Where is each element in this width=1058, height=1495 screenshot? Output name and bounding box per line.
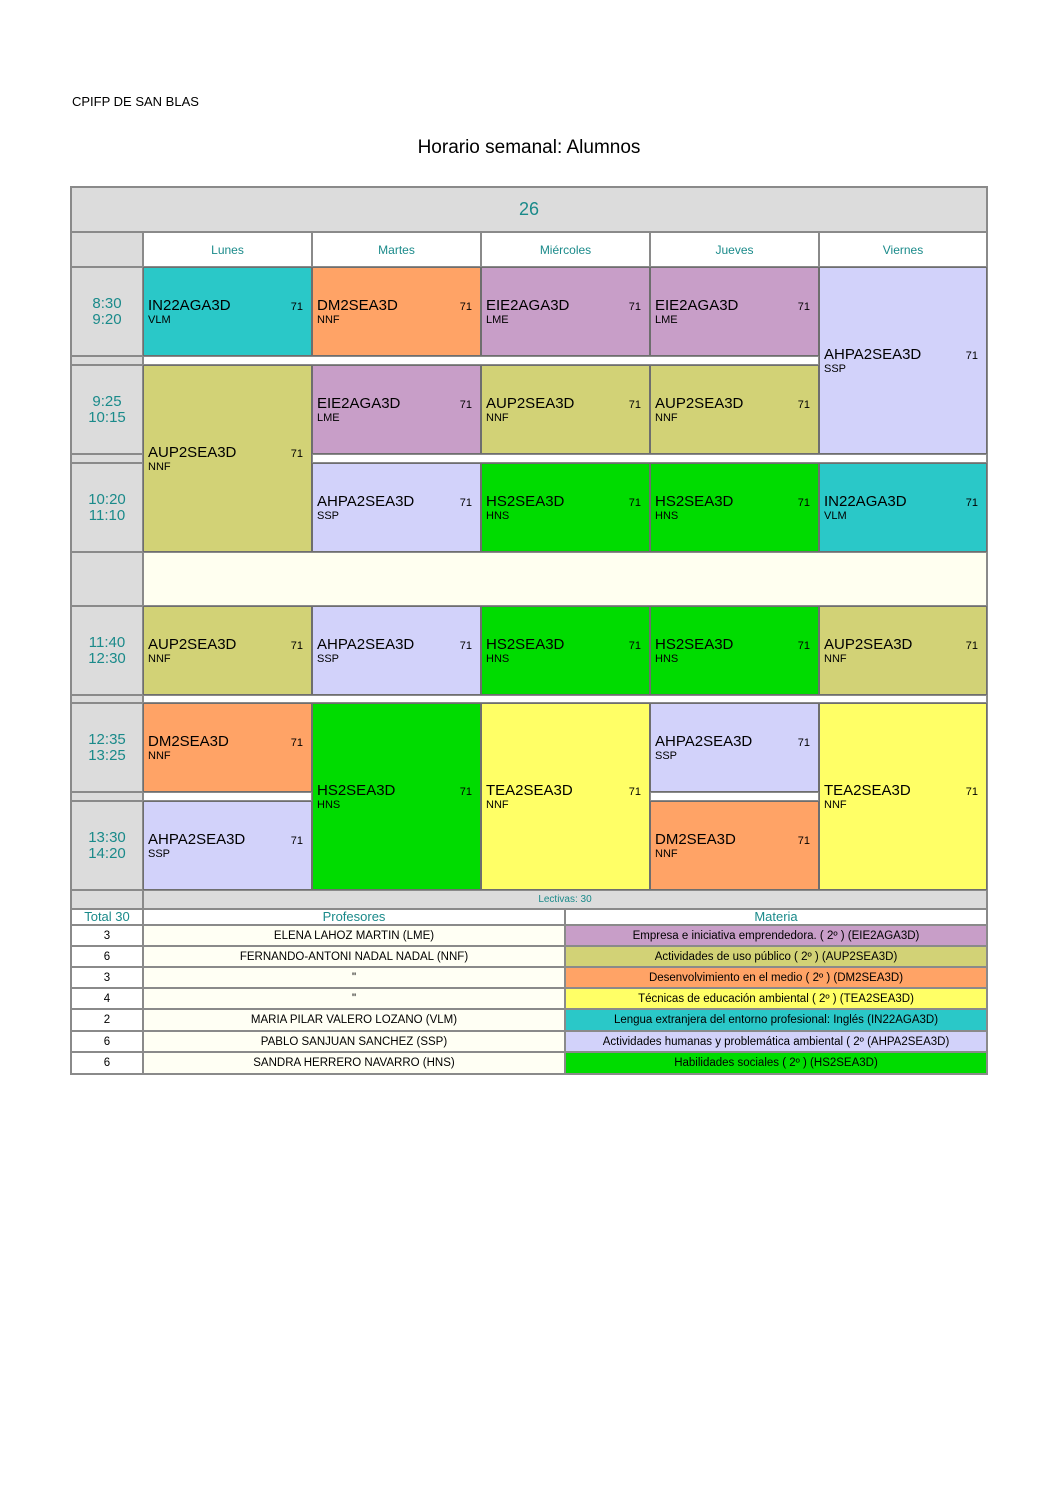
day-header-lunes: Lunes (143, 232, 312, 267)
subject-code: AHPA2SEA3D (148, 830, 246, 848)
room-number: 71 (797, 300, 810, 313)
time-slot (71, 703, 143, 792)
day-header-miercoles: Miércoles (481, 232, 650, 267)
subject-code: IN22AGA3D (824, 492, 907, 510)
class-block[interactable] (143, 606, 312, 695)
class-block[interactable] (312, 703, 481, 890)
class-block[interactable] (650, 703, 819, 792)
room-number: 71 (459, 398, 472, 411)
hours-cell: 6 (71, 1031, 143, 1052)
time-slot (71, 463, 143, 552)
break-separator (143, 356, 819, 365)
hours-cell: 3 (71, 967, 143, 988)
subject-name-cell: Lengua extranjera del entorno profesional: Inglés (IN22AGA3D) (565, 1009, 987, 1031)
room-number: 71 (628, 785, 641, 798)
room-number: 71 (965, 785, 978, 798)
subject-name-cell: Empresa e iniciativa emprendedora. ( 2º ) (EIE2AGA3D) (565, 925, 987, 946)
teacher-initials: LME (317, 411, 340, 424)
subject-code: HS2SEA3D (655, 492, 734, 510)
class-block[interactable] (481, 365, 650, 454)
class-block[interactable] (819, 606, 987, 695)
subject-code: AUP2SEA3D (486, 394, 575, 412)
slot-start: 12:35 (88, 730, 126, 748)
subject-code: HS2SEA3D (317, 781, 396, 799)
subject-name-cell: Actividades de uso público ( 2º ) (AUP2SEA3D) (565, 946, 987, 967)
teacher-initials: NNF (486, 798, 509, 811)
class-block[interactable] (143, 365, 312, 552)
teacher-name-cell: SANDRA HERRERO NAVARRO (HNS) (143, 1052, 565, 1074)
teacher-initials: SSP (317, 652, 340, 665)
subject-code: EIE2AGA3D (317, 394, 401, 412)
break-separator (143, 695, 987, 703)
group-number: 26 (71, 187, 987, 232)
room-number: 71 (797, 736, 810, 749)
class-block[interactable] (819, 463, 987, 552)
corner-cell (71, 232, 143, 267)
teacher-initials: HNS (317, 798, 341, 811)
subject-code: DM2SEA3D (148, 732, 229, 750)
teacher-initials: SSP (317, 509, 340, 522)
teacher-initials: SSP (824, 362, 847, 375)
teacher-initials: LME (655, 313, 678, 326)
slot-start: 9:25 (92, 392, 122, 410)
room-number: 71 (459, 300, 472, 313)
teacher-initials: HNS (655, 509, 679, 522)
teacher-initials: SSP (655, 749, 678, 762)
teacher-name-cell: " (143, 967, 565, 988)
recess-time-cell (71, 552, 143, 606)
materia-header: Materia (565, 909, 987, 925)
slot-end: 13:25 (88, 746, 126, 764)
subject-code: DM2SEA3D (655, 830, 736, 848)
room-number: 71 (290, 300, 303, 313)
subject-code: EIE2AGA3D (655, 296, 739, 314)
teacher-initials: NNF (148, 460, 171, 473)
class-block[interactable] (312, 267, 481, 356)
slot-end: 11:10 (88, 506, 126, 524)
room-number: 71 (459, 639, 472, 652)
room-number: 71 (290, 639, 303, 652)
teacher-name-cell: " (143, 988, 565, 1009)
day-header-martes: Martes (312, 232, 481, 267)
time-gap (71, 695, 143, 703)
time-slot (71, 365, 143, 454)
subject-code: AHPA2SEA3D (655, 732, 753, 750)
class-block[interactable] (819, 267, 987, 454)
subject-code: AUP2SEA3D (655, 394, 744, 412)
teacher-initials: VLM (148, 313, 171, 326)
room-number: 71 (965, 349, 978, 362)
slot-start: 10:20 (88, 490, 126, 508)
room-number: 71 (965, 496, 978, 509)
teacher-initials: NNF (824, 798, 847, 811)
hours-cell: 3 (71, 925, 143, 946)
slot-end: 10:15 (88, 408, 126, 426)
hours-cell: 4 (71, 988, 143, 1009)
subject-name-cell: Desenvolvimiento en el medio ( 2º ) (DM2SEA3D) (565, 967, 987, 988)
hours-cell: 2 (71, 1009, 143, 1031)
class-block[interactable] (650, 267, 819, 356)
break-separator (312, 454, 987, 463)
class-block[interactable] (143, 703, 312, 792)
profesores-header: Profesores (143, 909, 565, 925)
room-number: 71 (459, 785, 472, 798)
class-block[interactable] (819, 703, 987, 890)
total-label: Total 30 (71, 909, 143, 925)
room-number: 71 (797, 398, 810, 411)
room-number: 71 (965, 639, 978, 652)
slot-start: 8:30 (92, 294, 122, 312)
class-block[interactable] (481, 267, 650, 356)
class-block[interactable] (650, 463, 819, 552)
subject-code: AHPA2SEA3D (317, 635, 415, 653)
teacher-initials: HNS (486, 509, 510, 522)
subject-code: AHPA2SEA3D (824, 345, 922, 363)
lectivas-total: Lectivas: 30 (143, 890, 987, 909)
lectivas-corner (71, 890, 143, 909)
class-block[interactable] (650, 801, 819, 890)
class-block[interactable] (143, 267, 312, 356)
slot-end: 12:30 (88, 649, 126, 667)
teacher-initials: SSP (148, 847, 171, 860)
room-number: 71 (797, 834, 810, 847)
slot-end: 9:20 (92, 310, 122, 328)
time-slot (71, 801, 143, 890)
class-block[interactable] (481, 703, 650, 890)
slot-start: 13:30 (88, 828, 126, 846)
subject-code: AUP2SEA3D (148, 443, 237, 461)
time-slot (71, 606, 143, 695)
page-title: Horario semanal: Alumnos (417, 137, 641, 158)
room-number: 71 (797, 639, 810, 652)
day-header-jueves: Jueves (650, 232, 819, 267)
class-block[interactable] (481, 463, 650, 552)
room-number: 71 (628, 398, 641, 411)
time-slot (71, 267, 143, 356)
teacher-initials: HNS (655, 652, 679, 665)
class-block[interactable] (650, 365, 819, 454)
teacher-name-cell: ELENA LAHOZ MARTIN (LME) (143, 925, 565, 946)
teacher-initials: LME (486, 313, 509, 326)
subject-code: HS2SEA3D (486, 635, 565, 653)
slot-start: 11:40 (88, 633, 126, 651)
room-number: 71 (290, 736, 303, 749)
recess-row (143, 552, 987, 606)
subject-code: AUP2SEA3D (148, 635, 237, 653)
subject-name-cell: Técnicas de educación ambiental ( 2º ) (TEA2SEA3D) (565, 988, 987, 1009)
subject-code: DM2SEA3D (317, 296, 398, 314)
teacher-initials: NNF (148, 652, 171, 665)
subject-code: TEA2SEA3D (824, 781, 911, 799)
room-number: 71 (290, 447, 303, 460)
slot-end: 14:20 (88, 844, 126, 862)
time-gap (71, 454, 143, 463)
time-gap (71, 792, 143, 801)
class-block[interactable] (312, 365, 481, 454)
subject-code: HS2SEA3D (486, 492, 565, 510)
teacher-name-cell: PABLO SANJUAN SANCHEZ (SSP) (143, 1031, 565, 1052)
room-number: 71 (797, 496, 810, 509)
subject-code: IN22AGA3D (148, 296, 231, 314)
teacher-initials: NNF (317, 313, 340, 326)
class-block[interactable] (312, 463, 481, 552)
school-name: CPIFP DE SAN BLAS (72, 94, 199, 109)
teacher-initials: NNF (148, 749, 171, 762)
room-number: 71 (628, 300, 641, 313)
break-separator (143, 792, 312, 801)
hours-cell: 6 (71, 946, 143, 967)
subject-code: EIE2AGA3D (486, 296, 570, 314)
teacher-initials: NNF (655, 847, 678, 860)
teacher-name-cell: MARIA PILAR VALERO LOZANO (VLM) (143, 1009, 565, 1031)
subject-code: TEA2SEA3D (486, 781, 573, 799)
room-number: 71 (459, 496, 472, 509)
subject-name-cell: Actividades humanas y problemática ambiental ( 2º (AHPA2SEA3D) (565, 1031, 987, 1052)
room-number: 71 (628, 496, 641, 509)
break-separator (650, 792, 819, 801)
teacher-initials: NNF (824, 652, 847, 665)
class-block[interactable] (143, 801, 312, 890)
teacher-initials: VLM (824, 509, 847, 522)
subject-name-cell: Habilidades sociales ( 2º ) (HS2SEA3D) (565, 1052, 987, 1074)
room-number: 71 (290, 834, 303, 847)
timetable (70, 186, 988, 1075)
room-number: 71 (628, 639, 641, 652)
day-header-viernes: Viernes (819, 232, 987, 267)
teacher-initials: NNF (655, 411, 678, 424)
class-block[interactable] (650, 606, 819, 695)
subject-code: AUP2SEA3D (824, 635, 913, 653)
teacher-name-cell: FERNANDO-ANTONI NADAL NADAL (NNF) (143, 946, 565, 967)
hours-cell: 6 (71, 1052, 143, 1074)
subject-code: AHPA2SEA3D (317, 492, 415, 510)
class-block[interactable] (312, 606, 481, 695)
teacher-initials: NNF (486, 411, 509, 424)
teacher-initials: HNS (486, 652, 510, 665)
time-gap (71, 356, 143, 365)
subject-code: HS2SEA3D (655, 635, 734, 653)
class-block[interactable] (481, 606, 650, 695)
